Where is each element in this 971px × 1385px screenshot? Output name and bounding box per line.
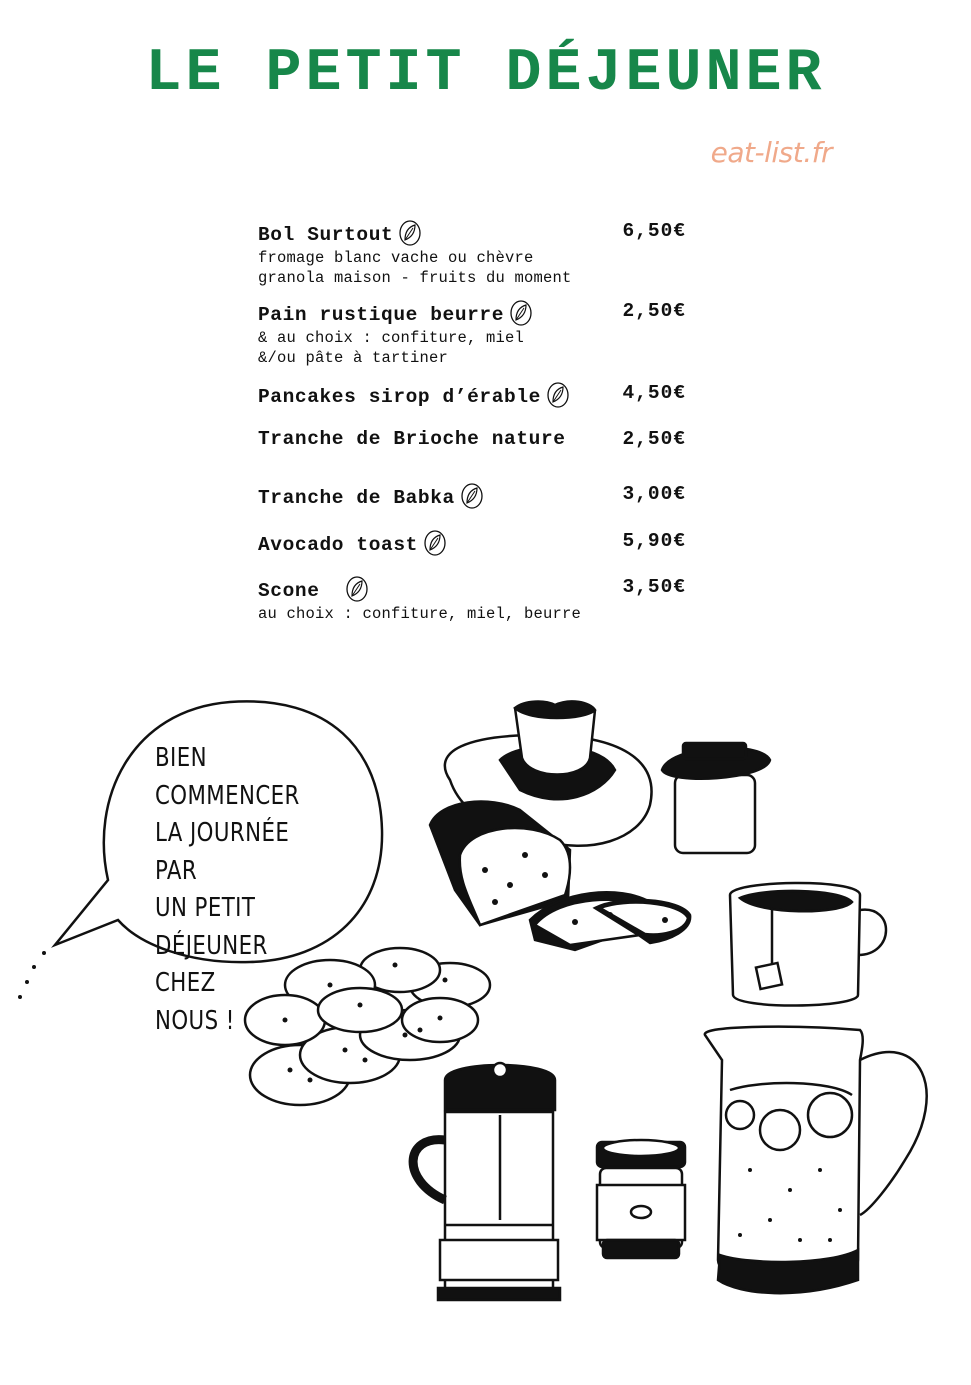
breakfast-illustrations bbox=[0, 640, 971, 1340]
item-description: & au choix : confiture, miel bbox=[258, 329, 525, 347]
item-price: 3,50€ bbox=[622, 576, 686, 598]
item-price: 5,90€ bbox=[622, 530, 686, 552]
bread-loaf-illustration bbox=[430, 802, 690, 950]
item-price: 6,50€ bbox=[622, 220, 686, 242]
leaf-icon bbox=[461, 483, 483, 509]
leaf-icon bbox=[346, 576, 368, 602]
menu-item bbox=[258, 220, 690, 288]
item-name: Bol Surtout bbox=[258, 224, 394, 246]
item-description: fromage blanc vache ou chèvre bbox=[258, 249, 534, 267]
item-price: 4,50€ bbox=[622, 382, 686, 404]
page-title: LE PETIT DÉJEUNER bbox=[145, 40, 826, 108]
site-watermark: eat-list.fr bbox=[710, 136, 832, 169]
item-price: 3,00€ bbox=[622, 483, 686, 505]
coffee-cup-illustration bbox=[597, 1140, 685, 1258]
menu-item bbox=[258, 483, 690, 511]
menu-item bbox=[258, 382, 690, 410]
item-description: au choix : confiture, miel, beurre bbox=[258, 605, 582, 623]
menu-item bbox=[258, 428, 690, 456]
tea-mug-illustration bbox=[730, 883, 886, 1006]
jam-jar-illustration bbox=[662, 743, 770, 853]
item-name: Avocado toast bbox=[258, 534, 418, 556]
item-price: 2,50€ bbox=[622, 428, 686, 450]
menu-item bbox=[258, 530, 690, 558]
item-description: granola maison - fruits du moment bbox=[258, 269, 572, 287]
item-price: 2,50€ bbox=[622, 300, 686, 322]
french-press-illustration bbox=[413, 1063, 560, 1300]
water-jug-illustration bbox=[705, 1027, 927, 1293]
item-name: Pain rustique beurre bbox=[258, 304, 505, 326]
leaf-icon bbox=[547, 382, 569, 408]
bubble-text: BIEN COMMENCER LA JOURNÉE PAR UN PETIT DÉJEUNER CHEZ NOUS ! bbox=[155, 743, 300, 1036]
leaf-icon bbox=[399, 220, 421, 246]
item-name: Pancakes sirop d’érable bbox=[258, 386, 541, 408]
leaf-icon bbox=[510, 300, 532, 326]
leaf-icon bbox=[424, 530, 446, 556]
item-name: Scone bbox=[258, 580, 320, 602]
menu-item bbox=[258, 300, 690, 368]
item-description: &/ou pâte à tartiner bbox=[258, 349, 449, 367]
item-name: Tranche de Babka bbox=[258, 487, 455, 509]
item-name: Tranche de Brioche nature bbox=[258, 428, 566, 450]
menu-item bbox=[258, 576, 690, 624]
bubble-dots bbox=[18, 951, 46, 999]
